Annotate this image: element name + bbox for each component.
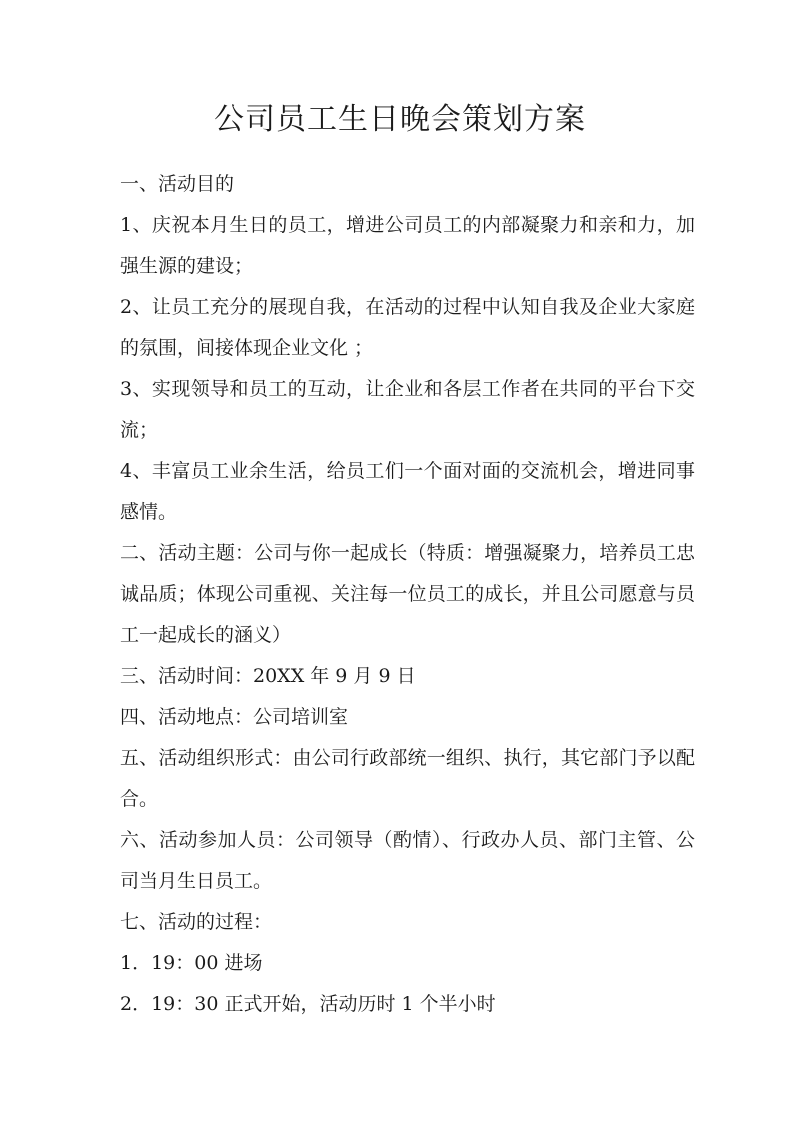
process-step-2: 2．19：30 正式开始，活动历时 1 个半小时	[120, 993, 496, 1015]
document-title: 公司员工生日晚会策划方案	[214, 102, 586, 137]
purpose-item-3: 3、实现领导和员工的互动，让企业和各层工作者在共同的平台下交流；	[120, 378, 695, 441]
document-body	[120, 164, 695, 1025]
section-time: 三、活动时间：20XX 年 9 月 9 日	[120, 665, 416, 687]
section-heading-purpose: 一、活动目的	[120, 173, 235, 195]
section-theme: 二、活动主题：公司与你一起成长（特质：增强凝聚力，培养员工忠诚品质；体现公司重视、关注每一位员工的成长，并且公司愿意与员工一起成长的涵义）	[120, 542, 695, 646]
section-process-heading: 七、活动的过程：	[120, 911, 273, 933]
section-location: 四、活动地点：公司培训室	[120, 706, 349, 728]
purpose-item-2: 2、让员工充分的展现自我，在活动的过程中认知自我及企业大家庭的氛围，间接体现企业文化 ；	[120, 296, 695, 359]
purpose-item-1: 1、庆祝本月生日的员工，增进公司员工的内部凝聚力和亲和力，加强生源的建设；	[120, 214, 695, 277]
process-step-1: 1．19：00 进场	[120, 952, 263, 974]
section-organization: 五、活动组织形式：由公司行政部统一组织、执行，其它部门予以配合。	[120, 747, 695, 810]
purpose-item-4: 4、丰富员工业余生活，给员工们一个面对面的交流机会，增进同事感情。	[120, 460, 695, 523]
section-participants: 六、活动参加人员：公司领导（酌情）、行政办人员、部门主管、公司当月生日员工。	[120, 829, 695, 892]
